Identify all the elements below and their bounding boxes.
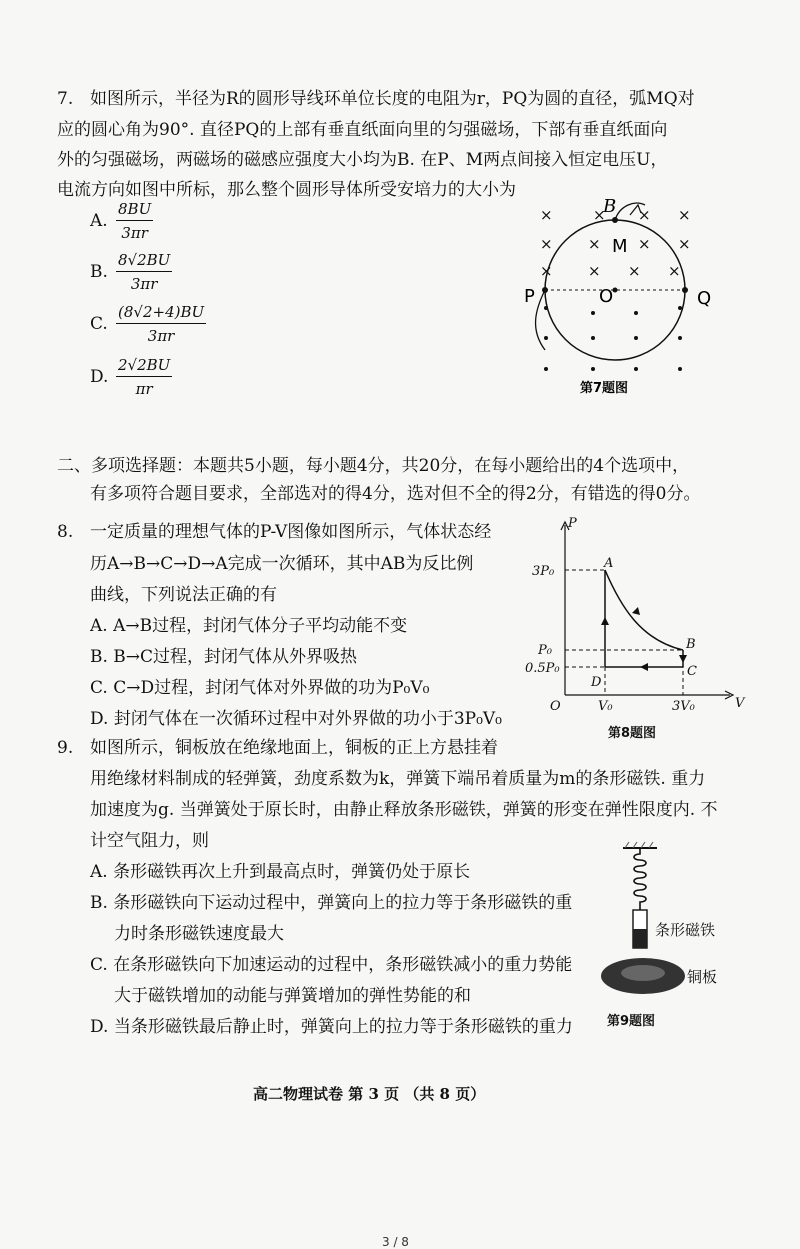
spring (634, 848, 646, 910)
q9-line-3: 加速度为g. 当弹簧处于原长时，由静止释放条形磁铁，弹簧的形变在弹性限度内. 不 (90, 800, 718, 820)
label-o: O (599, 286, 614, 307)
q7-line-3: 外的匀强磁场，两磁场的磁感应强度大小均为B. 在P、M两点间接入恒定电压U， (57, 150, 668, 170)
label-b: B (603, 196, 617, 217)
q7-option-d-den: πr (135, 380, 153, 398)
q9-option-c-line-2: 大于磁铁增加的动能与弹簧增加的弹性势能的和 (114, 986, 471, 1006)
axis-label-v: V (735, 696, 745, 711)
q9-line-2: 用绝缘材料制成的轻弹簧，劲度系数为k，弹簧下端吊着质量为m的条形磁铁. 重力 (90, 769, 706, 789)
plate-label: 铜板 (687, 968, 718, 986)
svg-text:×: × (588, 262, 601, 280)
svg-text:×: × (540, 262, 553, 280)
q9-number: 9. (57, 738, 74, 758)
q8-option-b: B. B→C过程，封闭气体从外界吸热 (90, 647, 358, 667)
svg-text:×: × (668, 262, 681, 280)
q9-figure-caption: 第9题图 (607, 1014, 656, 1029)
q9-option-b-line-1: B. 条形磁铁向下运动过程中，弹簧向上的拉力等于条形磁铁的重 (90, 893, 573, 913)
q7-number: 7. (57, 89, 74, 109)
svg-text:×: × (593, 206, 606, 224)
curve-ab (605, 570, 683, 650)
point-c: C (687, 664, 697, 679)
q7-option-a-fraction (116, 200, 153, 242)
q7-option-a-num: 8BU (116, 200, 153, 221)
q8-line-1: 一定质量的理想气体的P-V图像如图所示，气体状态经 (90, 522, 492, 542)
axis-label-p: P (568, 516, 577, 531)
q9-option-b-line-2: 力时条形磁铁速度最大 (114, 924, 284, 944)
origin-label: O (550, 699, 561, 714)
q7-option-c-den: 3πr (147, 327, 175, 345)
bar-magnet-pole (633, 929, 647, 948)
svg-text:×: × (638, 235, 651, 253)
q9-option-a: A. 条形磁铁再次上升到最高点时，弹簧仍处于原长 (90, 862, 471, 882)
q7-option-d-fraction (116, 356, 172, 398)
q7-option-c-num: (8√2+4)BU (116, 303, 206, 324)
label-m: M (612, 236, 628, 257)
tick-p0: P₀ (538, 643, 552, 658)
q8-line-3: 曲线，下列说法正确的有 (90, 585, 277, 605)
q7-option-b-den: 3πr (130, 275, 158, 293)
q7-option-b-label: B. (90, 262, 108, 282)
point-d: D (591, 675, 602, 690)
q7-figure-caption: 第7题图 (580, 381, 629, 396)
label-q: Q (697, 288, 712, 309)
q7-option-c-fraction (116, 303, 206, 345)
q9-line-4: 计空气阻力，则 (90, 831, 209, 851)
q8-figure-caption: 第8题图 (608, 726, 657, 741)
q8-option-d: D. 封闭气体在一次循环过程中对外界做的功小于3P₀V₀ (90, 709, 502, 729)
q9-option-d: D. 当条形磁铁最后静止时，弹簧向上的拉力等于条形磁铁的重力 (90, 1017, 573, 1037)
tick-3v0: 3V₀ (672, 699, 695, 714)
q8-pv-diagram (520, 515, 750, 745)
q7-option-b-fraction (116, 251, 172, 293)
page-indicator: 3 / 8 (382, 1235, 409, 1249)
point-b: B (686, 637, 696, 652)
svg-text:×: × (540, 235, 553, 253)
guide-lines (565, 570, 683, 695)
tick-3p0: 3P₀ (532, 564, 555, 579)
svg-text:×: × (540, 206, 553, 224)
q7-figure (510, 195, 720, 395)
q9-figure (595, 840, 775, 1040)
svg-text:×: × (628, 262, 641, 280)
direction-arrow-icons (601, 607, 687, 671)
point-a: A (604, 556, 614, 571)
svg-text:×: × (678, 235, 691, 253)
q9-line-1: 如图所示，铜板放在绝缘地面上，铜板的正上方悬挂着 (90, 738, 498, 758)
q7-option-a-label: A. (90, 211, 108, 231)
q7-option-b-num: 8√2BU (116, 251, 172, 272)
q7-line-4: 电流方向如图中所标，那么整个圆形导体所受安培力的大小为 (57, 180, 516, 200)
q7-line-2: 应的圆心角为90°. 直径PQ的上部有垂直纸面向里的匀强磁场，下部有垂直纸面向 (57, 120, 668, 140)
svg-text:×: × (588, 235, 601, 253)
q8-option-c: C. C→D过程，封闭气体对外界做的功为P₀V₀ (90, 678, 430, 698)
tick-0-5p0: 0.5P₀ (525, 661, 560, 676)
svg-text:×: × (678, 206, 691, 224)
label-p: P (524, 286, 535, 307)
tick-v0: V₀ (598, 699, 613, 714)
q7-option-d-num: 2√2BU (116, 356, 172, 377)
q7-option-a-den: 3πr (121, 224, 148, 242)
section2-line-1: 二、多项选择题：本题共5小题，每小题4分，共20分，在每小题给出的4个选项中， (57, 456, 690, 476)
lead-wire-p (536, 290, 545, 350)
page-footer: 高二物理试卷 第 3 页 （共 8 页） (253, 1085, 486, 1103)
magnet-label: 条形磁铁 (655, 921, 716, 939)
q7-option-d-label: D. (90, 367, 109, 387)
svg-text:×: × (638, 206, 651, 224)
q9-option-c-line-1: C. 在条形磁铁向下加速运动的过程中，条形磁铁减小的重力势能 (90, 955, 573, 975)
q7-line-1: 如图所示，半径为R的圆形导线环单位长度的电阻为r，PQ为圆的直径，弧MQ对 (90, 89, 695, 109)
cycle-path (605, 570, 683, 667)
q8-number: 8. (57, 522, 74, 542)
q8-option-a: A. A→B过程，封闭气体分子平均动能不变 (90, 616, 408, 636)
q7-option-c-label: C. (90, 314, 108, 334)
q8-line-2: 历A→B→C→D→A完成一次循环，其中AB为反比例 (90, 554, 474, 574)
section2-line-2: 有多项符合题目要求，全部选对的得4分，选对但不全的得2分，有错选的得0分。 (90, 484, 701, 504)
